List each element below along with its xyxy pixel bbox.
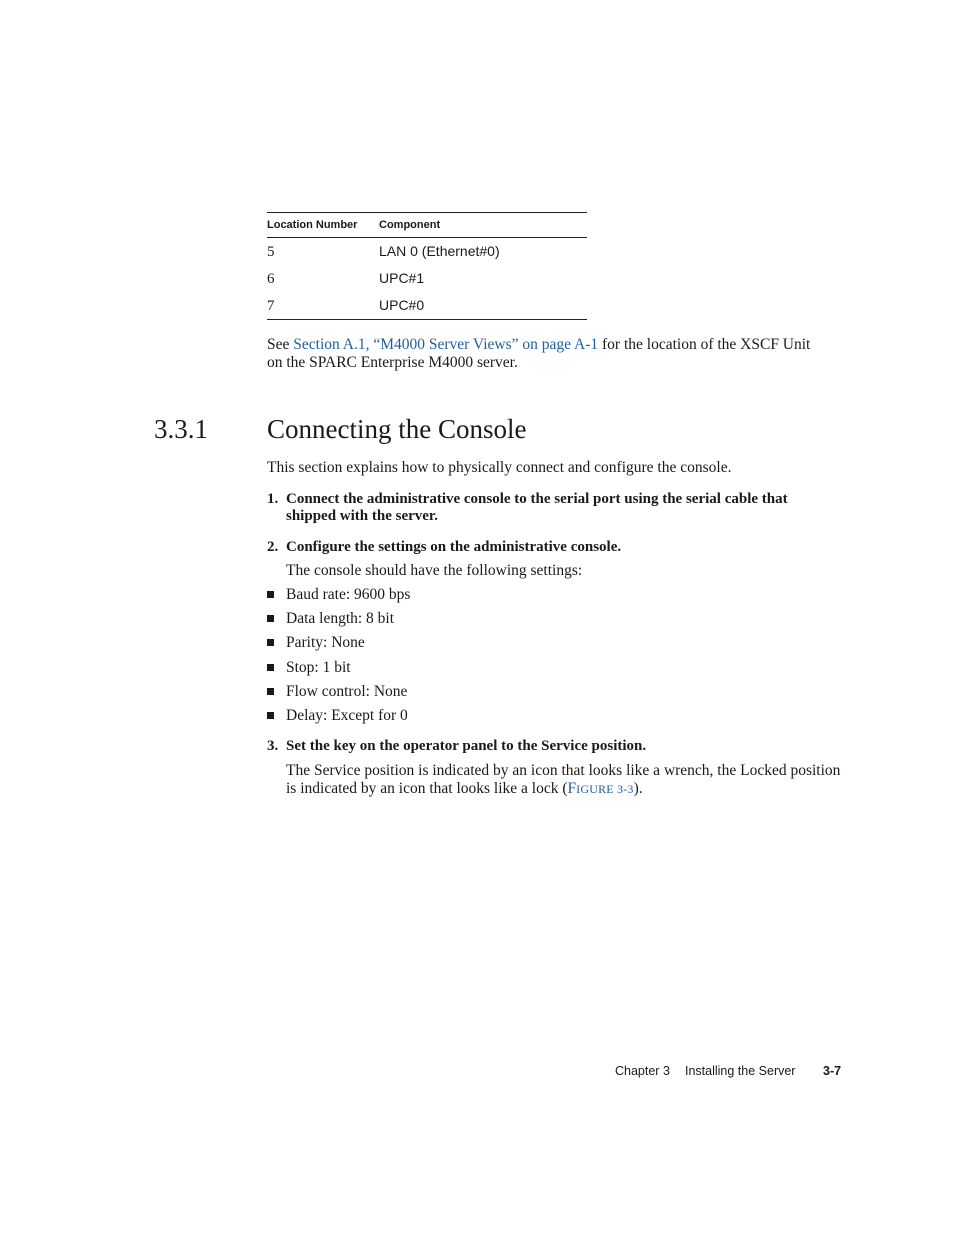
table-row xyxy=(267,292,587,319)
list-item-text: Data length: 8 bit xyxy=(286,610,395,627)
section-a1-link[interactable]: Section A.1, “M4000 Server Views” on page A-1 xyxy=(293,336,599,353)
figure-link-initial: F xyxy=(567,780,577,797)
step-text: Set the key on the operator panel to the Service position. xyxy=(286,738,647,754)
step-2 xyxy=(267,539,839,556)
list-item-text: Stop: 1 bit xyxy=(286,659,351,676)
step-1 xyxy=(267,491,839,525)
table-cell-location: 5 xyxy=(267,244,275,260)
table-bottom-rule xyxy=(267,319,587,320)
step-3-note xyxy=(286,762,842,798)
table-header-component: Component xyxy=(379,219,441,231)
table-cell-component: UPC#1 xyxy=(379,270,425,286)
step-number: 1. xyxy=(267,491,279,507)
footer-title: Installing the Server xyxy=(685,1064,796,1078)
figure-link-number: 3-3 xyxy=(613,782,634,796)
see-prefix: See xyxy=(267,336,294,353)
list-item-text: Delay: Except for 0 xyxy=(286,707,408,724)
bullet-square-icon xyxy=(267,688,274,695)
table-cell-location: 7 xyxy=(267,298,275,314)
table-header-row xyxy=(267,213,587,237)
bullet-square-icon xyxy=(267,591,274,598)
see-line2: on the SPARC Enterprise M4000 server. xyxy=(267,354,518,371)
table-cell-location: 6 xyxy=(267,271,275,287)
bullet-square-icon xyxy=(267,664,274,671)
bullet-square-icon xyxy=(267,615,274,622)
bullet-square-icon xyxy=(267,712,274,719)
table-row xyxy=(267,265,587,292)
table-cell-component: UPC#0 xyxy=(379,297,425,313)
table-header-location: Location Number xyxy=(267,219,358,231)
see-suffix: for the location of the XSCF Unit xyxy=(598,336,811,353)
step-3-note-close: ). xyxy=(633,780,643,797)
footer-page-number: 3-7 xyxy=(823,1064,842,1078)
list-item-text: Flow control: None xyxy=(286,683,408,700)
step-text: Connect the administrative console to the serial port using the serial cable that shipped with the server. xyxy=(286,491,788,524)
step-2-note: The console should have the following settings: xyxy=(286,562,583,579)
section-number: 3.3.1 xyxy=(154,414,208,444)
figure-link-smallcaps: IGURE xyxy=(576,782,614,796)
list-item-text: Parity: None xyxy=(286,634,365,651)
table-row xyxy=(267,238,587,265)
footer-chapter: Chapter 3 xyxy=(615,1064,670,1078)
figure-3-3-link[interactable] xyxy=(568,780,634,797)
list-item-text: Baud rate: 9600 bps xyxy=(286,586,411,603)
step-number: 2. xyxy=(267,539,279,555)
step-3 xyxy=(267,738,839,755)
component-table xyxy=(267,212,587,320)
section-title: Connecting the Console xyxy=(267,414,527,444)
step-number: 3. xyxy=(267,738,279,754)
bullet-square-icon xyxy=(267,639,274,646)
step-3-note-text: The Service position is indicated by an icon that looks like a wrench, the Locked position is indicated by an icon that looks like a lock ( xyxy=(286,762,841,797)
step-text: Configure the settings on the administrative console. xyxy=(286,539,622,555)
table-cell-component: LAN 0 (Ethernet#0) xyxy=(379,243,500,259)
see-paragraph xyxy=(267,336,842,372)
section-intro: This section explains how to physically connect and configure the console. xyxy=(267,459,732,476)
